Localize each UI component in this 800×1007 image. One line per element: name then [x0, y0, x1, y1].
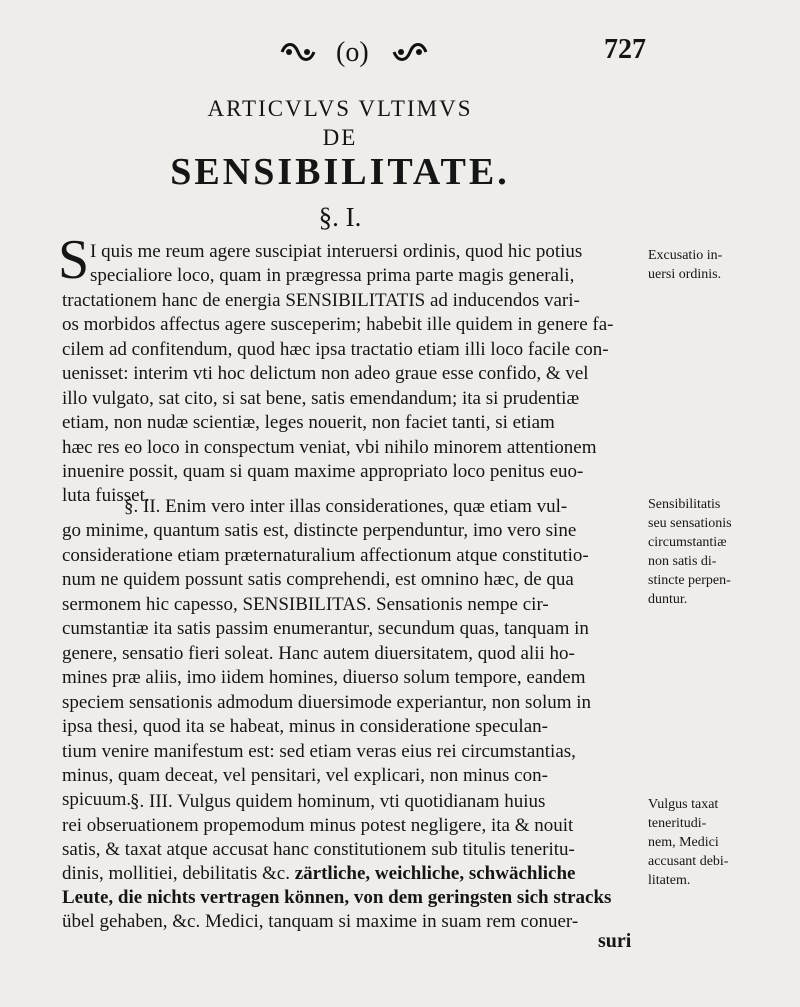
margin-note-3-line: Vulgus taxat — [648, 797, 719, 812]
s1-line-4: os morbidos affectus agere susceperim; habebit ille quidem in genere fa- — [62, 314, 614, 335]
s3-line-3: satis, & taxat atque accusat hanc constitutionem sub titulis teneritu- — [62, 839, 575, 860]
page-header — [0, 34, 800, 70]
s3-line-4 — [62, 862, 575, 886]
s3-line-5: Leute, die nichts vertragen können, von dem geringsten sich stracks — [62, 887, 612, 908]
s3-line-4-latin: dinis, mollitiei, debilitatis &c. — [62, 863, 290, 884]
s3-line-2: rei obseruationem propemodum minus potest negligere, ita & nouit — [62, 815, 574, 836]
page-number: 727 — [604, 34, 646, 65]
right-ornament-icon — [392, 40, 428, 64]
s2-line-6: cumstantiæ ita satis passim enumerantur, secundum quas, tanquam in — [62, 618, 589, 639]
margin-note-1-line: Excusatio in- — [648, 248, 723, 263]
margin-note-3-line: litatem. — [648, 873, 691, 888]
section-1-heading: §. I. — [318, 202, 362, 232]
s2-line-13: spicuum. — [62, 789, 132, 810]
margin-note-2-line: non satis di- — [648, 554, 717, 569]
left-ornament-icon — [280, 40, 316, 64]
s1-line-9: hæc res eo loco in conspectum veniat, vbi nihilo minorem attentionem — [62, 437, 597, 458]
s1-line-10: inuenire possit, quam si quam maxime appropriato loco penitus euo- — [62, 461, 584, 482]
margin-note-2-line: duntur. — [648, 592, 688, 607]
s1-line-5: cilem ad confitendum, quod hæc ipsa tractatio etiam illi loco facile con- — [62, 339, 609, 360]
s1-line-11: luta fuisset. — [62, 485, 150, 506]
s2-line-4: num ne quidem possunt satis comprehendi, est omnino hæc, de qua — [62, 569, 574, 590]
margin-note-1-line: uersi ordinis. — [648, 267, 722, 282]
margin-note-3-line: accusant debi- — [648, 854, 729, 869]
margin-note-2-line: stincte perpen- — [648, 573, 731, 588]
margin-note-2-line: circumstantiæ — [648, 535, 727, 550]
title-line-2: DE — [322, 125, 358, 150]
s1-line-2: specialiore loco, quam in prægressa prima parte magis generali, — [90, 265, 575, 286]
margin-note-2-line: Sensibilitatis — [648, 497, 721, 512]
s2-line-8: mines præ aliis, imo iidem homines, diuerso solum tempore, eandem — [62, 667, 586, 688]
s2-line-11: tium venire manifestum est: sed etiam veras eius rei circumstantias, — [62, 741, 576, 762]
margin-note-2-line: seu sensationis — [648, 516, 732, 531]
margin-note-2 — [648, 495, 796, 609]
s2-line-7: genere, sensatio fieri soleat. Hanc autem diuersitatem, quod alii ho- — [62, 643, 575, 664]
s1-line-3: tractationem hanc de energia SENSIBILITATIS ad inducendos vari- — [62, 290, 580, 311]
s2-line-5: sermonem hic capesso, SENSIBILITAS. Sensationis nempe cir- — [62, 594, 549, 615]
s1-line-7: illo vulgato, sat cito, si sat bene, satis emendandum; ita si prudentiæ — [62, 388, 580, 409]
s2-line-2: go minime, quantum satis est, distincte perpenduntur, imo vero sine — [62, 520, 577, 541]
catchword: suri — [598, 930, 632, 952]
s2-line-1: §. II. Enim vero inter illas considerationes, quæ etiam vul- — [124, 496, 568, 517]
margin-note-3-line: nem, Medici — [648, 835, 719, 850]
drop-cap: S — [58, 229, 90, 291]
s3-line-6: übel gehaben, &c. Medici, tanquam si maxime in suam rem conuer- — [62, 911, 579, 932]
s2-line-9: speciem sensationis admodum diuersimode experiantur, non solum in — [62, 692, 592, 713]
s1-line-6: uenisset: interim vti hoc delictum non adeo graue esse confido, & vel — [62, 363, 589, 384]
margin-note-1 — [648, 246, 796, 284]
s2-line-3: consideratione etiam præternaturalium affectionum atque constitutio- — [62, 545, 589, 566]
s1-line-1: I quis me reum agere suscipiat interuersi ordinis, quod hic potius — [90, 241, 583, 262]
s2-line-12: minus, quam deceat, vel pensitari, vel explicari, non minus con- — [62, 765, 548, 786]
folio-mark: (o) — [336, 37, 369, 68]
s3-line-4-fraktur: zärtliche, weichliche, schwächliche — [294, 863, 576, 884]
s1-line-8: etiam, non nudæ scientiæ, leges nouerit, non faciet tanti, si etiam — [62, 412, 555, 433]
margin-note-3 — [648, 795, 796, 890]
title-line-1: ARTICVLVS VLTIMVS — [207, 96, 473, 121]
margin-note-3-line: teneritudi- — [648, 816, 707, 831]
s2-line-10: ipsa thesi, quod ita se habeat, minus in consideratione speculan- — [62, 716, 548, 737]
title-main: SENSIBILITATE. — [170, 151, 510, 193]
s3-line-1: §. III. Vulgus quidem hominum, vti quotidianam huius — [130, 791, 546, 812]
